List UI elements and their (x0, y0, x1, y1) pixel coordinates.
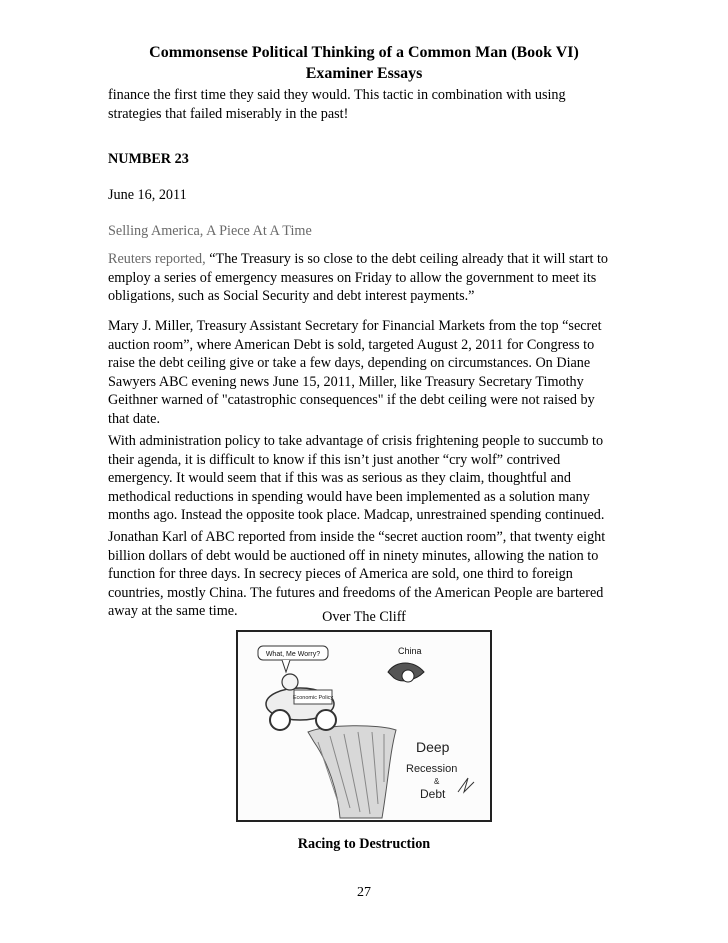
paragraph-line: Sawyers ABC evening news June 15, 2011, Miller, like Treasury Secretary Timothy (108, 373, 584, 390)
label-ampersand: & (434, 777, 440, 786)
figure-caption: Racing to Destruction (297, 836, 431, 852)
paragraph-line: With administration policy to take advantage of crisis frightening people to succumb to (108, 433, 604, 449)
cartoon-figure (236, 630, 492, 822)
paragraph-line: countries, mostly China. The futures and freedoms of the American People are bartered (108, 584, 604, 601)
china-label: China (398, 646, 422, 656)
paragraph-line: billion dollars of debt would be auctioned off in ninety minutes, allowing the nation to (108, 547, 599, 564)
paragraph-line: methodical reductions in spending would have been implemented as a solution many (108, 488, 590, 505)
article-date: June 16, 2011 (108, 187, 187, 203)
running-header (108, 42, 620, 84)
paragraph-line: Jonathan Karl of ABC reported from inside the “secret auction room”, that twenty eight (108, 529, 606, 545)
paragraph-line: auction room”, where American Debt is sold, targeted August 2, 2011 for Congress to (108, 336, 595, 353)
paragraph-line: function for three days. In secrecy pieces of America are sold, one third to foreign (108, 566, 573, 583)
intro-line: strategies that failed miserably in the past! (108, 105, 349, 122)
reuters-lead: Reuters reported, (108, 251, 210, 267)
paragraph-line: Geithner warned of "catastrophic consequences" if the debt ceiling were not raised by (108, 392, 595, 409)
paragraph-line: obligations, such as Social Security and debt interest payments.” (108, 288, 475, 305)
speech-bubble-tail (282, 660, 290, 672)
intro-line: finance the first time they said they would. This tactic in combination with using (108, 87, 566, 103)
paragraph-line: Mary J. Miller, Treasury Assistant Secretary for Financial Markets from the top “secret (108, 318, 602, 334)
intro-paragraph (108, 86, 628, 123)
paragraph-administration (108, 432, 628, 525)
paragraph-miller (108, 317, 628, 429)
reuters-quote: “The Treasury is so close to the debt ceiling already that it will start to (209, 251, 608, 267)
paragraph-line: emergency. It would seem that if this was as serious as they claim, thoughtful and (108, 470, 571, 487)
paragraph-line: months ago. Instead the opposite took place. Madcap, unrestrained spending continued. (108, 507, 605, 524)
header-subtitle: Examiner Essays (305, 65, 423, 82)
paragraph-karl (108, 528, 628, 621)
china-figure-face (402, 670, 414, 682)
paragraph-line: employ a series of emergency measures on Friday to allow the government to meet its (108, 269, 597, 286)
label-deep: Deep (416, 739, 450, 755)
signature-mark (458, 778, 474, 792)
article-title: Selling America, A Piece At A Time (108, 223, 312, 239)
driver-head (282, 674, 298, 690)
paragraph-line: their agenda, it is difficult to know if this isn’t just another “cry wolf” contrived (108, 451, 561, 468)
article-number: NUMBER 23 (108, 151, 189, 167)
car-wheel-icon (316, 710, 336, 730)
header-title: Commonsense Political Thinking of a Common Man (Book VI) (149, 44, 579, 61)
car-sign-text: Economic Policy (292, 695, 334, 701)
paragraph-reuters (108, 250, 628, 306)
paragraph-line: that date. (108, 410, 160, 427)
label-recession: Recession (406, 763, 458, 775)
paragraph-line: away at the same time. (108, 603, 238, 620)
cartoon-drawing (238, 632, 490, 820)
car-wheel-icon (270, 710, 290, 730)
label-debt: Debt (420, 787, 446, 801)
page-number: 27 (357, 885, 371, 900)
paragraph-line: raise the debt ceiling give or take a few days, depending on circumstances. On Diane (108, 355, 591, 372)
figure-title: Over The Cliff (322, 609, 406, 625)
speech-bubble-text: What, Me Worry? (265, 651, 321, 658)
